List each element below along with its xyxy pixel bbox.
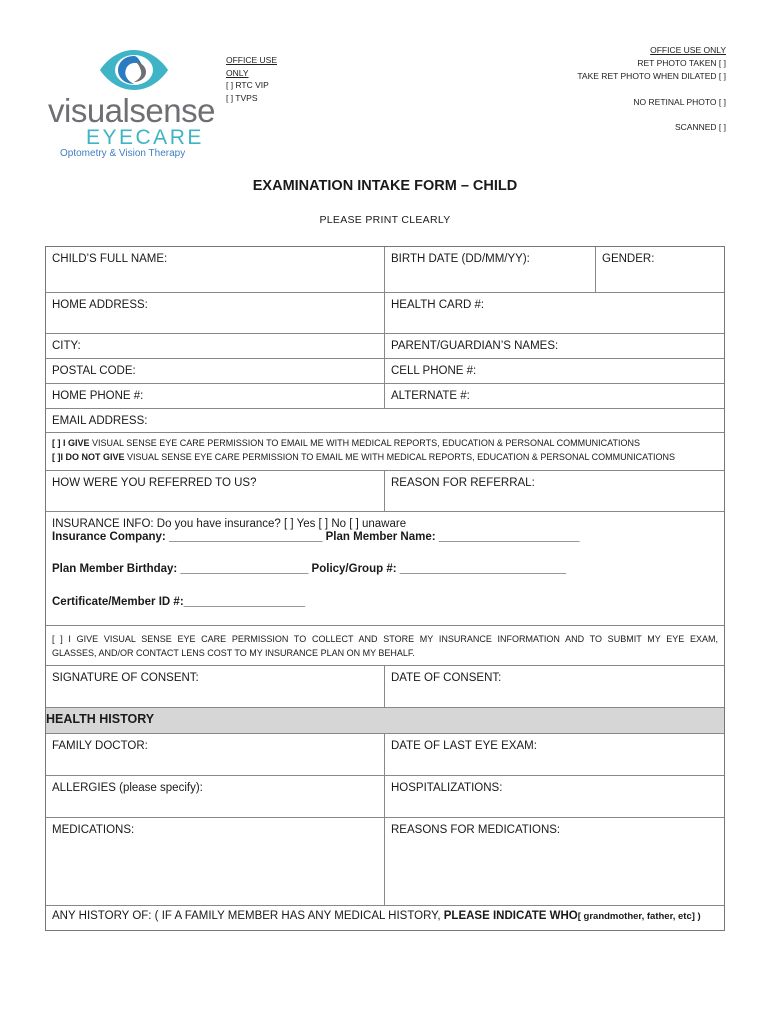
plan-birthday-line[interactable]: Plan Member Birthday: ____________________ Policy/Group #: __________________________ <box>52 563 567 575</box>
city-field[interactable]: CITY: <box>46 334 385 358</box>
form-row <box>46 471 724 512</box>
referral-reason-field[interactable]: REASON FOR REFERRAL: <box>391 477 535 489</box>
any-history-field[interactable] <box>46 906 724 930</box>
logo-eyecare: EYECARE <box>86 126 204 149</box>
insurance-question[interactable]: INSURANCE INFO: Do you have insurance? [ ] Yes [ ] No [ ] unaware <box>52 518 407 530</box>
office-use-only-title: OFFICE USE ONLY <box>650 45 726 55</box>
form-row <box>46 359 724 384</box>
rtc-vip-checkbox[interactable]: [ ] RTC VIP <box>226 80 269 91</box>
insurance-consent-line1: [ ] I GIVE VISUAL SENSE EYE CARE PERMISSION TO COLLECT AND STORE MY INSURANCE INFORMATION AND TO SUBMIT MY EYE EXAM, <box>52 634 718 644</box>
form-row <box>46 293 724 334</box>
form-row <box>46 384 724 409</box>
insurance-row <box>46 512 724 626</box>
form-row <box>46 666 724 708</box>
signature-field[interactable]: SIGNATURE OF CONSENT: <box>46 666 385 707</box>
office-use-only-label: ONLY <box>226 67 249 78</box>
insurance-info <box>46 512 724 625</box>
insurance-consent-line2: GLASSES, AND/OR CONTACT LENS COST TO MY INSURANCE PLAN ON MY BEHALF. <box>52 648 415 658</box>
form-row <box>46 906 724 930</box>
please-indicate-label: PLEASE INDICATE WHO <box>443 910 578 922</box>
intake-form <box>45 246 725 931</box>
logo-tagline: Optometry & Vision Therapy <box>60 148 186 159</box>
health-history-heading: HEALTH HISTORY <box>46 708 724 734</box>
history-examples: [ grandmother, father, etc] ) <box>577 911 701 922</box>
family-doctor-field[interactable]: FAMILY DOCTOR: <box>46 734 385 775</box>
scanned-checkbox[interactable]: SCANNED [ ] <box>674 122 726 132</box>
consent-date-field[interactable]: DATE OF CONSENT: <box>391 672 502 684</box>
alternate-phone-field[interactable]: ALTERNATE #: <box>391 390 470 402</box>
not-give-label: [ ]I DO NOT GIVE <box>52 452 125 462</box>
insurance-consent[interactable] <box>46 626 724 665</box>
form-row <box>46 818 724 906</box>
form-title: EXAMINATION INTAKE FORM – CHILD <box>252 178 518 194</box>
not-give-text: VISUAL SENSE EYE CARE PERMISSION TO EMAIL ME WITH MEDICAL REPORTS, EDUCATION & PERSONAL COMMUNICATIONS <box>124 452 675 462</box>
insurance-consent-row <box>46 626 724 666</box>
eye-swirl-icon <box>96 46 172 94</box>
referred-field[interactable]: HOW WERE YOU REFERRED TO US? <box>46 471 385 511</box>
give-text: VISUAL SENSE EYE CARE PERMISSION TO EMAIL ME WITH MEDICAL REPORTS, EDUCATION & PERSONAL COMMUNICATIONS <box>89 438 640 448</box>
dilated-photo-checkbox[interactable]: TAKE RET PHOTO WHEN DILATED [ ] <box>577 71 726 81</box>
email-consent-not-give[interactable] <box>52 450 718 464</box>
ret-photo-checkbox[interactable]: RET PHOTO TAKEN [ ] <box>637 58 726 68</box>
certificate-line[interactable]: Certificate/Member ID #:___________________ <box>52 596 306 608</box>
email-consent-give[interactable] <box>52 436 718 450</box>
hospitalizations-field[interactable]: HOSPITALIZATIONS: <box>391 782 503 794</box>
form-subtitle: PLEASE PRINT CLEARLY <box>319 214 451 226</box>
medication-reasons-field[interactable]: REASONS FOR MEDICATIONS: <box>391 824 561 836</box>
form-row <box>46 776 724 818</box>
birth-date-field[interactable]: BIRTH DATE (DD/MM/YY): <box>385 247 596 292</box>
last-eye-exam-field[interactable]: DATE OF LAST EYE EXAM: <box>391 740 537 752</box>
gender-field[interactable]: GENDER: <box>602 253 655 265</box>
home-phone-field[interactable]: HOME PHONE #: <box>46 384 385 408</box>
medications-field[interactable]: MEDICATIONS: <box>46 818 385 905</box>
office-use-right <box>577 45 726 132</box>
office-use-label: OFFICE USE <box>226 55 278 65</box>
form-row <box>46 734 724 776</box>
no-retinal-checkbox[interactable]: NO RETINAL PHOTO [ ] <box>633 97 726 107</box>
email-consent <box>46 433 724 470</box>
visualsense-logo <box>46 44 226 166</box>
cell-phone-field[interactable]: CELL PHONE #: <box>391 365 477 377</box>
any-history-label: ANY HISTORY OF: ( IF A FAMILY MEMBER HAS ANY MEDICAL HISTORY, <box>52 910 444 922</box>
postal-code-field[interactable]: POSTAL CODE: <box>46 359 385 383</box>
email-consent-row <box>46 433 724 471</box>
form-row <box>46 334 724 359</box>
parent-names-field[interactable]: PARENT/GUARDIAN’S NAMES: <box>391 340 559 352</box>
home-address-field[interactable]: HOME ADDRESS: <box>46 293 385 333</box>
tvps-checkbox[interactable]: [ ] TVPS <box>226 92 258 103</box>
form-row <box>46 247 724 293</box>
insurance-company-line[interactable]: Insurance Company: ________________________ Plan Member Name: ______________________ <box>52 531 580 543</box>
logo-wordmark: visualsense <box>48 92 215 129</box>
office-use-left <box>226 54 277 104</box>
form-row <box>46 409 724 433</box>
child-name-field[interactable]: CHILD’S FULL NAME: <box>46 247 385 292</box>
allergies-field[interactable]: ALLERGIES (please specify): <box>46 776 385 817</box>
email-field[interactable]: EMAIL ADDRESS: <box>52 415 148 427</box>
give-label: [ ] I GIVE <box>52 438 90 448</box>
health-card-field[interactable]: HEALTH CARD #: <box>391 299 485 311</box>
